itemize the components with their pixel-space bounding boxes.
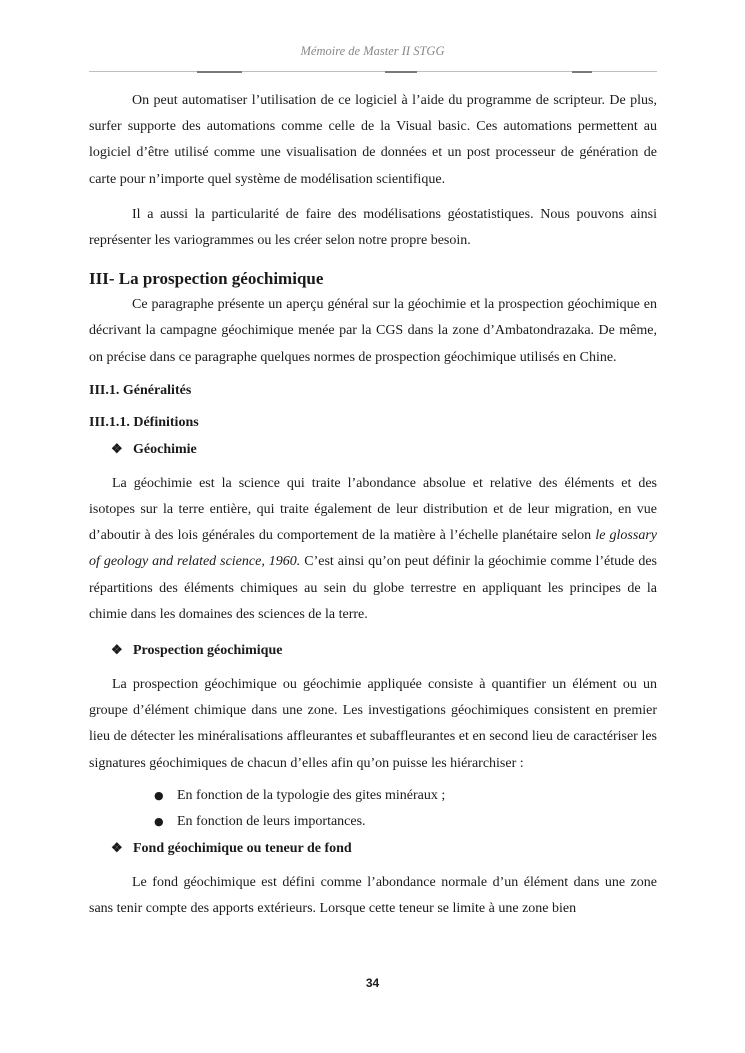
paragraph-prospection-definition: La prospection géochimique ou géochimie appliquée consiste à quantifier un élément ou un groupe d’élément chimique dans une zone. Les investigations géochimiques consistent en premier lieu de détecter les minéralisations affleurantes et subaffleurantes et en second lieu de caractériser les signatures géochimiques de chacun d’elles afin qu’on puisse les hiérarchiser :: [89, 677, 657, 771]
header-rule-accent: [572, 71, 592, 73]
definition-heading-geochimie: [89, 438, 657, 461]
citation-italic: le glossary of geology and related science, 1960.: [89, 528, 657, 570]
bullet-list: [89, 783, 657, 835]
bullet-dot-icon: ●: [154, 814, 164, 828]
header-rule-accent: [385, 71, 417, 73]
paragraph-fond-definition: Le fond géochimique est défini comme l’abondance normale d’un élément dans une zone sans tenir compte des apports extérieurs. Lorsque cette teneur se limite à une zone bien: [89, 874, 657, 917]
diamond-bullet-icon: ❖: [111, 440, 123, 456]
header-rule-accent: [197, 71, 242, 73]
definition-heading-label: Fond géochimique ou teneur de fond: [133, 840, 352, 856]
list-item-text: En fonction de leurs importances.: [177, 813, 366, 829]
definition-heading-label: Géochimie: [133, 441, 197, 457]
paragraph-text: C’est ainsi qu’on peut définir la géochimie comme l’étude des répartitions des éléments chimiques au sein du globe terrestre en appliquant les principes de la chimie dans les domaines des sciences de la terre.: [89, 554, 657, 622]
paragraph-section-intro: Ce paragraphe présente un aperçu général sur la géochimie et la prospection géochimique en décrivant la campagne géochimique menée par la CGS dans la zone d’Ambatondrazaka. De même, on précise dans ce paragraphe quelques normes de prospection géochimique utilisés en Chine.: [89, 297, 657, 365]
paragraph-geochimie-definition: [89, 471, 657, 628]
subsection-heading-definitions: III.1.1. Définitions: [89, 414, 199, 430]
list-item: [154, 809, 657, 835]
bullet-dot-icon: ●: [154, 788, 164, 802]
paragraph-surfer-automation: On peut automatiser l’utilisation de ce logiciel à l’aide du programme de scripteur. De plus, surfer supporte des automations comme celle de la Visual basic. Ces automations permettent au logiciel d’être utilisé comme une visualisation de données et un post processeur de génération de carte pour n’importe quel système de modélisation scientifique.: [89, 93, 657, 187]
list-item: [154, 783, 657, 809]
section-heading: III- La prospection géochimique: [89, 269, 324, 289]
diamond-bullet-icon: ❖: [111, 642, 123, 658]
paragraph-geostatistics: Il a aussi la particularité de faire des modélisations géostatistiques. Nous pouvons ainsi représenter les variogrammes ou les créer selon notre propre besoin.: [89, 206, 657, 249]
page-body: [89, 88, 657, 922]
definition-heading-label: Prospection géochimique: [133, 643, 283, 659]
list-item-text: En fonction de la typologie des gites minéraux ;: [177, 787, 446, 803]
paragraph-text: La géochimie est la science qui traite l’abondance absolue et relative des éléments et des isotopes sur la terre entière, qui traite également de leur distribution et de leur migration, en vue d’aboutir à des lois générales du comportement de la matière à l’échelle planétaire selon: [89, 475, 657, 544]
page-header: Mémoire de Master II STGG: [300, 44, 445, 58]
diamond-bullet-icon: ❖: [111, 839, 123, 855]
definition-heading-fond: [89, 837, 657, 860]
page-number: 34: [365, 976, 380, 990]
subsection-heading-generalites: III.1. Généralités: [89, 382, 192, 398]
definition-heading-prospection: [89, 639, 657, 662]
